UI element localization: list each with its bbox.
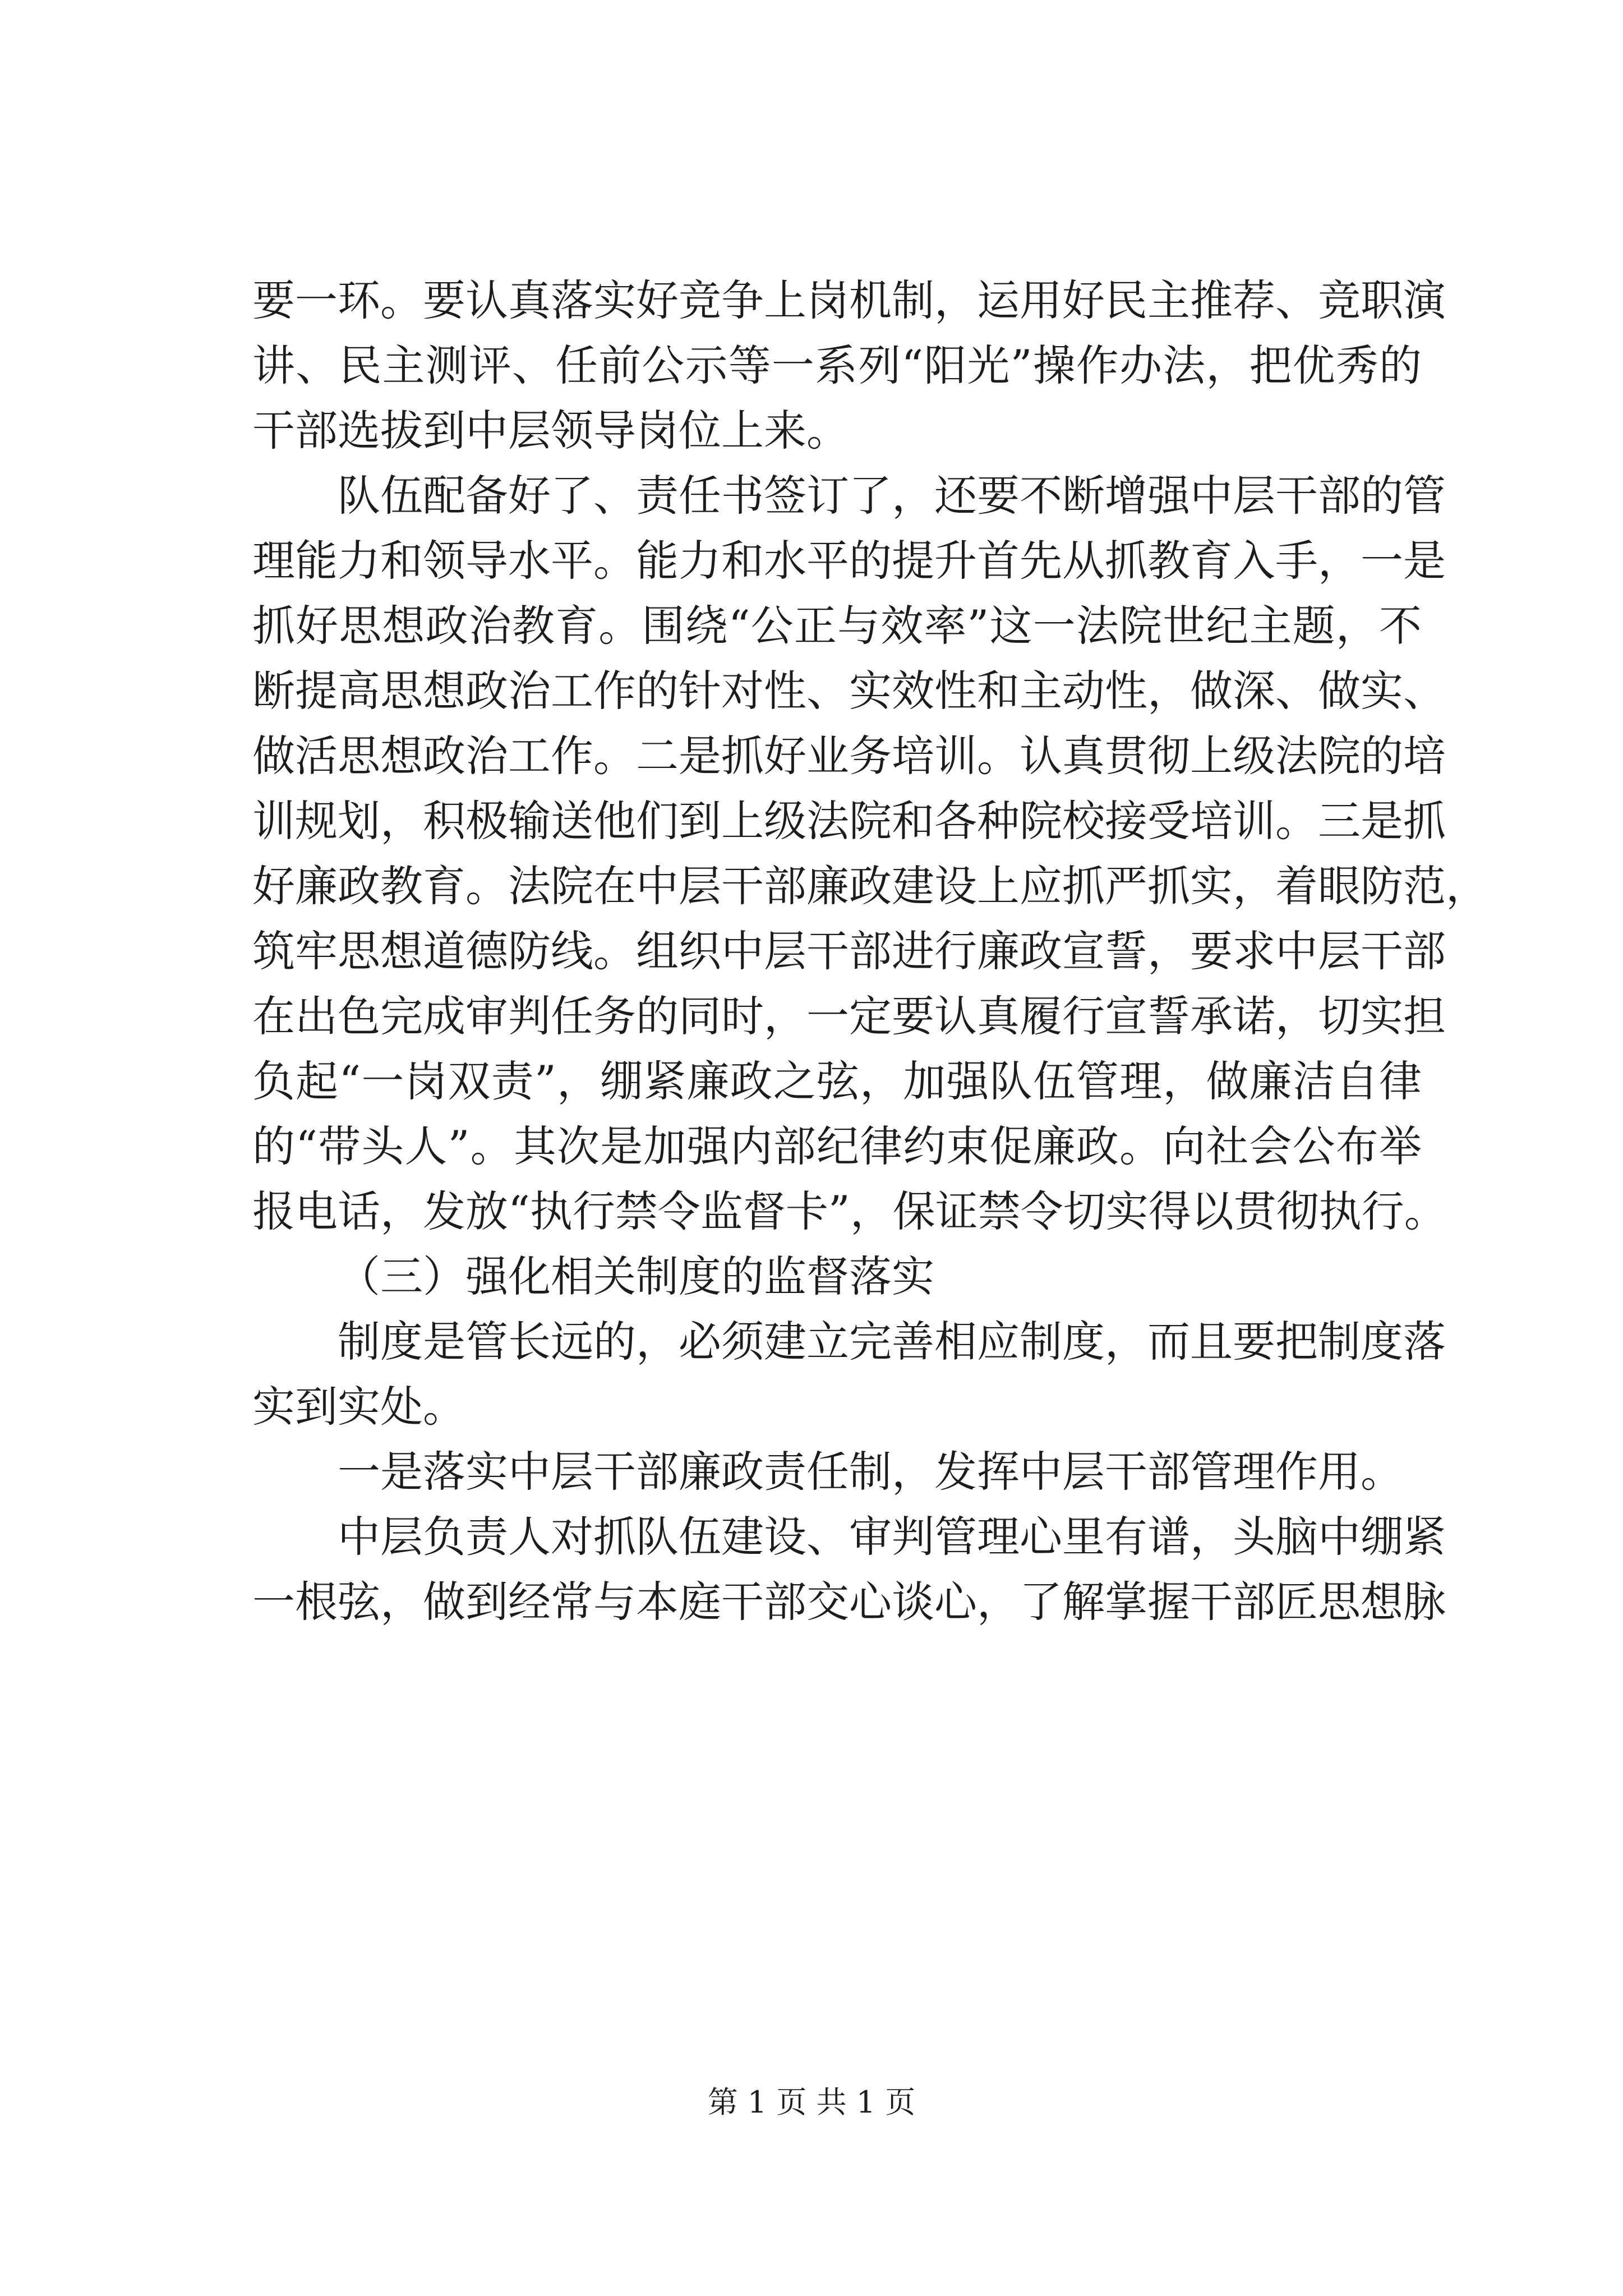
text-line: 报电话，发放“执行禁令监督卡”，保证禁令切实得以贯彻执行。: [252, 1186, 1447, 1236]
text-line: 做活思想政治工作。二是抓好业务培训。认真贯彻上级法院的培: [252, 731, 1446, 781]
text-line: 中层负责人对抓队伍建设、审判管理心里有谱，头脑中绷紧: [338, 1512, 1446, 1562]
text-line: 一根弦，做到经常与本庭干部交心谈心，了解掌握干部匠思想脉: [252, 1577, 1446, 1627]
text-line: 的“带头人”。其次是加强内部纪律约束促廉政。向社会公布举: [252, 1121, 1422, 1171]
section-heading: [252, 1244, 1422, 1309]
text-line: 实到实处。: [252, 1382, 465, 1432]
text-line: 负起“一岗双责”，绷紧廉政之弦，加强队伍管理，做廉洁自律: [252, 1056, 1422, 1106]
text-line: 好廉政教育。法院在中层干部廉政建设上应抓严抓实，着眼防范，: [252, 861, 1488, 911]
text-line: 抓好思想政治教育。围绕“公正与效率”这一法院世纪主题，不: [252, 601, 1422, 651]
text-line: 在出色完成审判任务的同时，一定要认真履行宣誓承诺，切实担: [252, 991, 1446, 1041]
document-body: [252, 268, 1488, 1635]
paragraph-1: [252, 268, 1446, 463]
heading-text: （三）强化相关制度的监督落实: [338, 1251, 934, 1301]
text-line: 一是落实中层干部廉政责任制，发挥中层干部管理作用。: [338, 1447, 1403, 1497]
page-number-label: 第 1 页 共 1 页: [707, 2085, 916, 2120]
text-line: 队伍配备好了、责任书签订了，还要不断增强中层干部的管: [338, 471, 1446, 521]
paragraph-5: [252, 1439, 1422, 1504]
text-line: 筑牢思想道德防线。组织中层干部进行廉政宣誓，要求中层干部: [252, 926, 1446, 976]
text-line: 制度是管长远的，必须建立完善相应制度，而且要把制度落: [338, 1317, 1446, 1366]
paragraph-2: [252, 463, 1488, 1244]
text-line: 要一环。要认真落实好竞争上岗机制，运用好民主推荐、竞职演: [252, 275, 1446, 325]
text-line: 理能力和领导水平。能力和水平的提升首先从抓教育入手，一是: [252, 536, 1446, 586]
text-line: 干部选拔到中层领导岗位上来。: [252, 406, 849, 455]
page-footer: [0, 2078, 1623, 2122]
text-line: 训规划，积极输送他们到上级法院和各种院校接受培训。三是抓: [252, 796, 1446, 846]
paragraph-4: [252, 1309, 1446, 1439]
text-line: 讲、民主测评、任前公示等一系列“阳光”操作办法，把优秀的: [252, 341, 1422, 390]
paragraph-6: [252, 1504, 1446, 1635]
text-line: 断提高思想政治工作的针对性、实效性和主动性，做深、做实、: [252, 666, 1446, 716]
